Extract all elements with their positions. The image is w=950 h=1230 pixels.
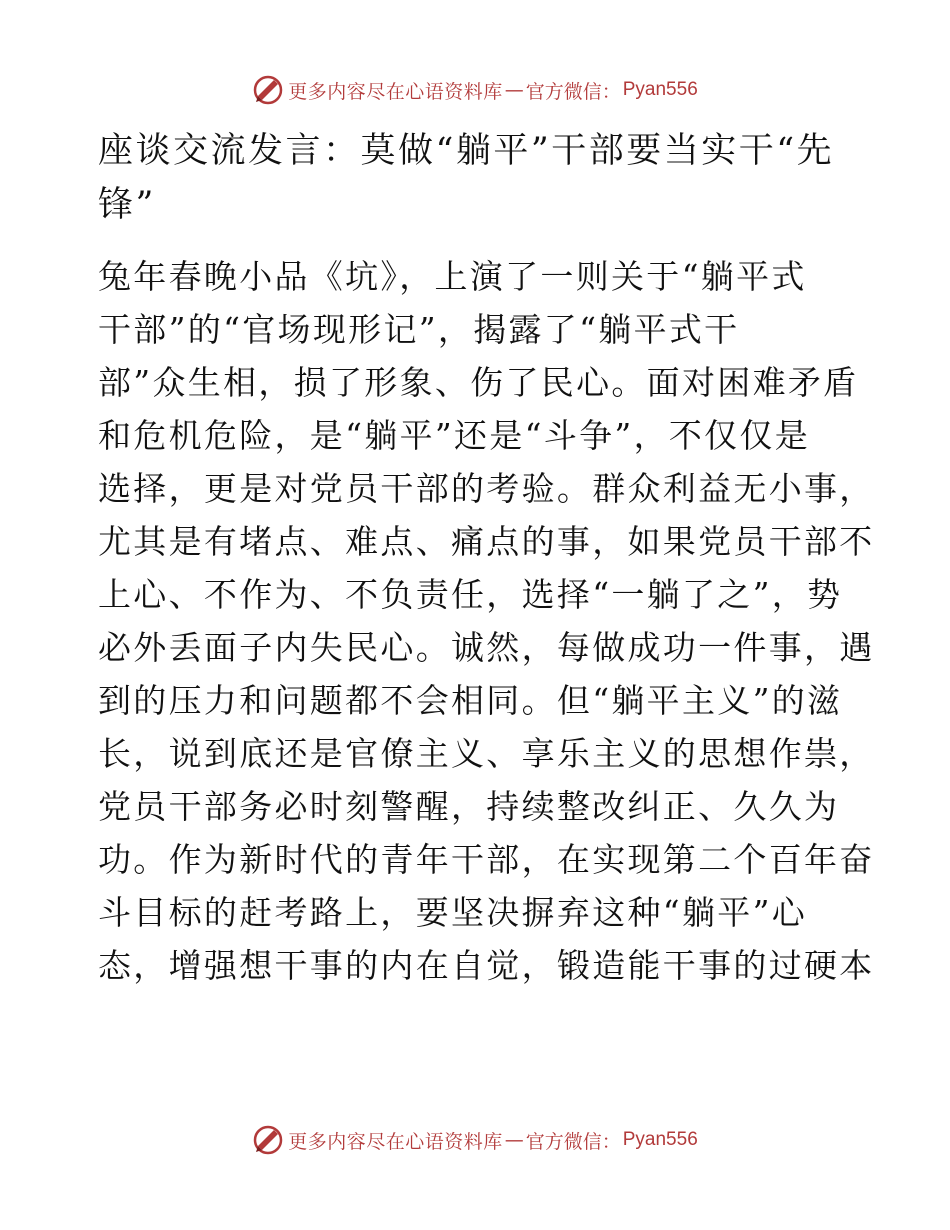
body-line: 上心、不作为、不负责任，选择“一躺了之”，势 xyxy=(98,575,843,614)
body-line: 长，说到底还是官僚主义、享乐主义的思想作祟， xyxy=(98,734,875,773)
banner-wechat-id: Pyan556 xyxy=(622,79,698,100)
body-line: 和危机危险，是“躺平”还是“斗争”，不仅仅是 xyxy=(98,416,811,455)
banner-wechat-label: 官方微信： xyxy=(525,80,621,103)
banner-wechat-label: 官方微信： xyxy=(525,1130,621,1153)
body-line: 斗目标的赶考路上，要坚决摒弃这种“躺平”心 xyxy=(98,893,808,932)
pen-logo-icon xyxy=(252,1124,284,1156)
banner-wechat-id: Pyan556 xyxy=(622,1129,698,1150)
body-line: 必外丢面子内失民心。诚然，每做成功一件事，遇 xyxy=(98,628,875,667)
body-line: 选择，更是对党员干部的考验。群众利益无小事， xyxy=(98,469,875,508)
banner-separator: — xyxy=(504,79,524,101)
body-paragraph xyxy=(98,250,875,992)
body-line: 到的压力和问题都不会相同。但“躺平主义”的滋 xyxy=(98,681,843,720)
title-line: 锋” xyxy=(98,185,156,225)
body-line: 党员干部务必时刻警醒，持续整改纠正、久久为 xyxy=(98,787,840,826)
body-line: 功。作为新时代的青年干部，在实现第二个百年奋 xyxy=(98,840,875,879)
body-line: 尤其是有堵点、难点、痛点的事，如果党员干部不 xyxy=(98,522,875,561)
banner-separator: — xyxy=(504,1129,524,1151)
title-line: 座谈交流发言：莫做“躺平”干部要当实干“先 xyxy=(98,131,835,171)
body-line: 兔年春晚小品《坑》，上演了一则关于“躺平式 xyxy=(98,257,807,296)
body-line: 态，增强想干事的内在自觉，锻造能干事的过硬本 xyxy=(98,946,875,985)
footer-banner xyxy=(0,1120,950,1160)
header-banner xyxy=(0,70,950,110)
body-line: 部”众生相，损了形象、伤了民心。面对困难矛盾 xyxy=(98,363,859,402)
banner-text: 更多内容尽在心语资料库 xyxy=(288,1130,503,1153)
body-line: 干部”的“官场现形记”，揭露了“躺平式干 xyxy=(98,310,740,349)
page-title xyxy=(98,124,858,232)
banner-text: 更多内容尽在心语资料库 xyxy=(288,80,503,103)
pen-logo-icon xyxy=(252,74,284,106)
